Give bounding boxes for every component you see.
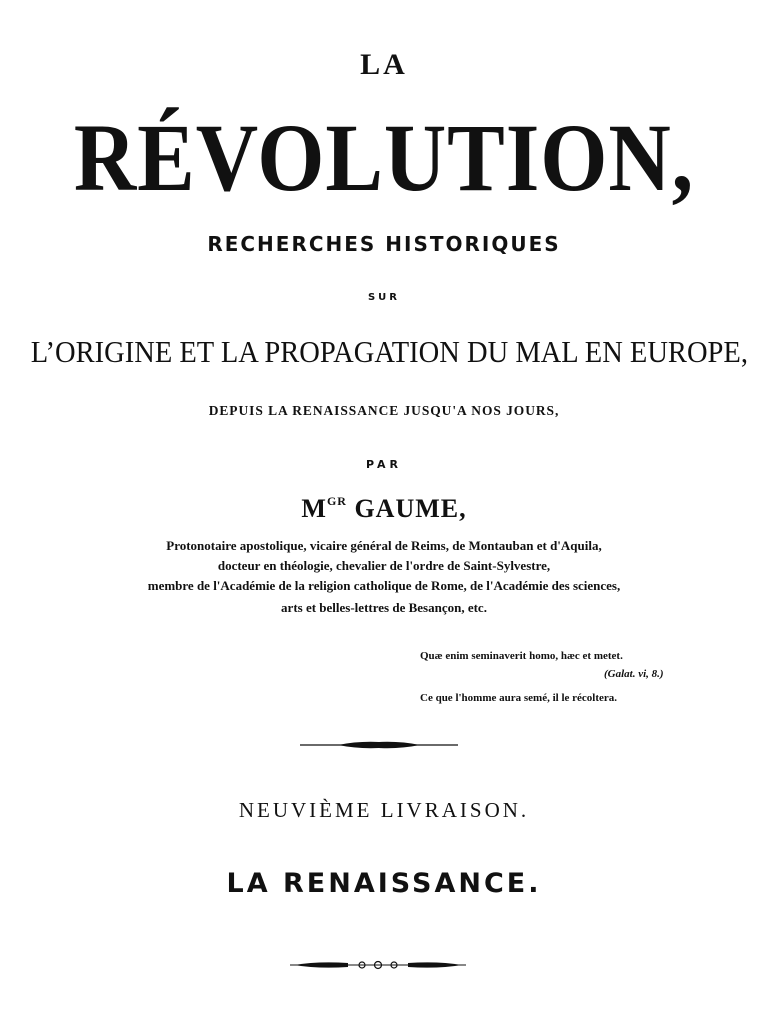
author-prefix-sup: GR bbox=[326, 494, 347, 508]
author-prefix: M bbox=[301, 494, 327, 523]
installment-label: NEUVIÈME LIVRAISON. bbox=[238, 798, 530, 822]
epigraph-reference: (Galat. vi, 8.) bbox=[604, 668, 664, 680]
part-title: LA RENAISSANCE. bbox=[226, 868, 542, 899]
par-label: PAR bbox=[365, 458, 403, 471]
epigraph-latin: Quæ enim seminaverit homo, hæc et metet. bbox=[420, 650, 623, 662]
author-name bbox=[0, 494, 768, 524]
subtitle: RECHERCHES HISTORIQUES bbox=[207, 232, 561, 256]
sur-label: SUR bbox=[367, 292, 401, 303]
credentials-line-1: Protonotaire apostolique, vicaire général de Reims, de Montauban et d'Aquila, bbox=[166, 538, 602, 553]
credentials-line-4: arts et belles-lettres de Besançon, etc. bbox=[281, 600, 487, 615]
main-title: RÉVOLUTION, bbox=[73, 104, 695, 211]
credentials-line-3: membre de l'Académie de la religion catholique de Rome, de l'Académie des sciences, bbox=[147, 578, 621, 593]
epigraph-french: Ce que l'homme aura semé, il le récoltera. bbox=[420, 692, 618, 704]
ornament-rule-lower bbox=[288, 957, 468, 973]
ornament-rule-upper bbox=[298, 738, 460, 752]
title-article: LA bbox=[360, 48, 408, 81]
author-surname: GAUME, bbox=[346, 494, 467, 523]
period-line: DEPUIS LA RENAISSANCE JUSQU'A NOS JOURS, bbox=[208, 404, 560, 419]
topic-line: L’ORIGINE ET LA PROPAGATION DU MAL EN EUROPE, bbox=[30, 334, 748, 369]
credentials-line-2: docteur en théologie, chevalier de l'ordre de Saint-Sylvestre, bbox=[217, 558, 551, 573]
